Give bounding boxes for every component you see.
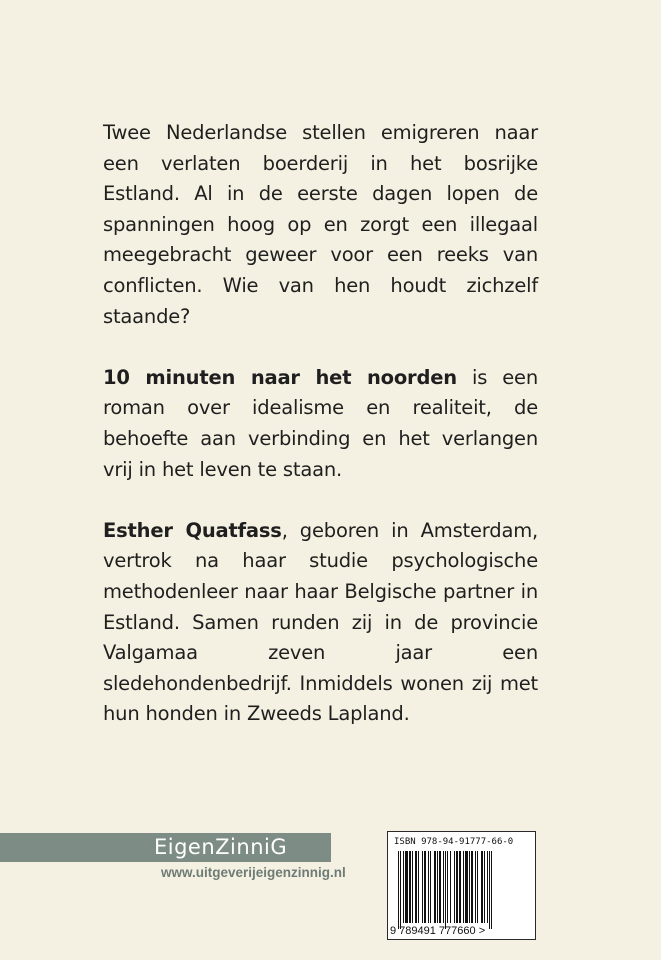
barcode-bar xyxy=(409,851,411,923)
barcode-bar xyxy=(481,851,483,923)
barcode-bar xyxy=(477,851,478,923)
description-text: is een roman over idealisme en realiteit, de behoefte aan verbinding en het verlangen vrij in het leven te staan. xyxy=(103,365,538,481)
publisher-website[interactable]: www.uitgeverijeigenzinnig.nl xyxy=(161,865,346,880)
barcode-bar xyxy=(434,851,436,923)
barcode-bar xyxy=(415,851,417,923)
barcode-bar xyxy=(484,851,485,923)
barcode-bar xyxy=(439,851,441,923)
barcode-bar xyxy=(437,851,438,923)
barcode-bar xyxy=(456,851,458,923)
author-bio: , geboren in Amsterdam, vertrok na haar studie psychologische methodenleer naar haar Belgische partner in Estland. Samen runden zij in de provincie Valgamaa zeven jaar een sledehondenbedrijf. Inmiddels wonen zij met hun honden in Zweeds Lapland. xyxy=(103,518,538,726)
description-paragraph xyxy=(103,363,538,485)
barcode-bar xyxy=(491,851,492,929)
isbn-barcode xyxy=(387,831,536,940)
barcode-bar xyxy=(445,851,446,929)
barcode-bar xyxy=(487,851,488,923)
synopsis-paragraph: Twee Nederlandse stellen emigreren naar een verlaten boerderij in het bosrijke Estland. Al in de eerste dagen lopen de spanningen hoog op en zorgt een illegaal meegebracht geweer voor een reeks van conflicten. Wie van hen houdt zichzelf staande? xyxy=(103,121,538,328)
publisher-logo: EigenZinniG xyxy=(154,835,288,859)
barcode-bar xyxy=(412,851,413,923)
barcode-bar xyxy=(465,851,468,923)
barcode-bar xyxy=(454,851,455,923)
isbn-label: ISBN 978-94-91777-66-0 xyxy=(394,837,514,847)
barcode-bar xyxy=(405,851,408,923)
barcode-bar xyxy=(428,851,429,923)
barcode-bar xyxy=(430,851,431,923)
barcode-bar xyxy=(471,851,473,923)
barcode-bar xyxy=(475,851,476,923)
barcode-bar xyxy=(450,851,451,923)
barcode-bar xyxy=(443,851,444,923)
barcode-bar xyxy=(463,851,464,923)
barcode-bar xyxy=(424,851,426,923)
barcode-bar xyxy=(398,851,399,929)
book-title: 10 minuten naar het noorden xyxy=(103,365,457,389)
barcode-bars xyxy=(398,851,526,929)
barcode-bar xyxy=(418,851,419,923)
barcode-bar xyxy=(489,851,490,929)
back-cover-blurb xyxy=(103,118,538,730)
publisher-logo-band xyxy=(0,833,331,862)
barcode-bar xyxy=(400,851,401,929)
author-paragraph xyxy=(103,516,538,730)
barcode-bar xyxy=(403,851,404,923)
author-name: Esther Quatfass xyxy=(103,518,282,542)
barcode-bar xyxy=(469,851,470,923)
barcode-bar xyxy=(459,851,461,923)
barcode-bar xyxy=(422,851,423,923)
barcode-digits: 9 789491 777660 > xyxy=(390,925,486,937)
barcode-bar xyxy=(447,851,448,923)
